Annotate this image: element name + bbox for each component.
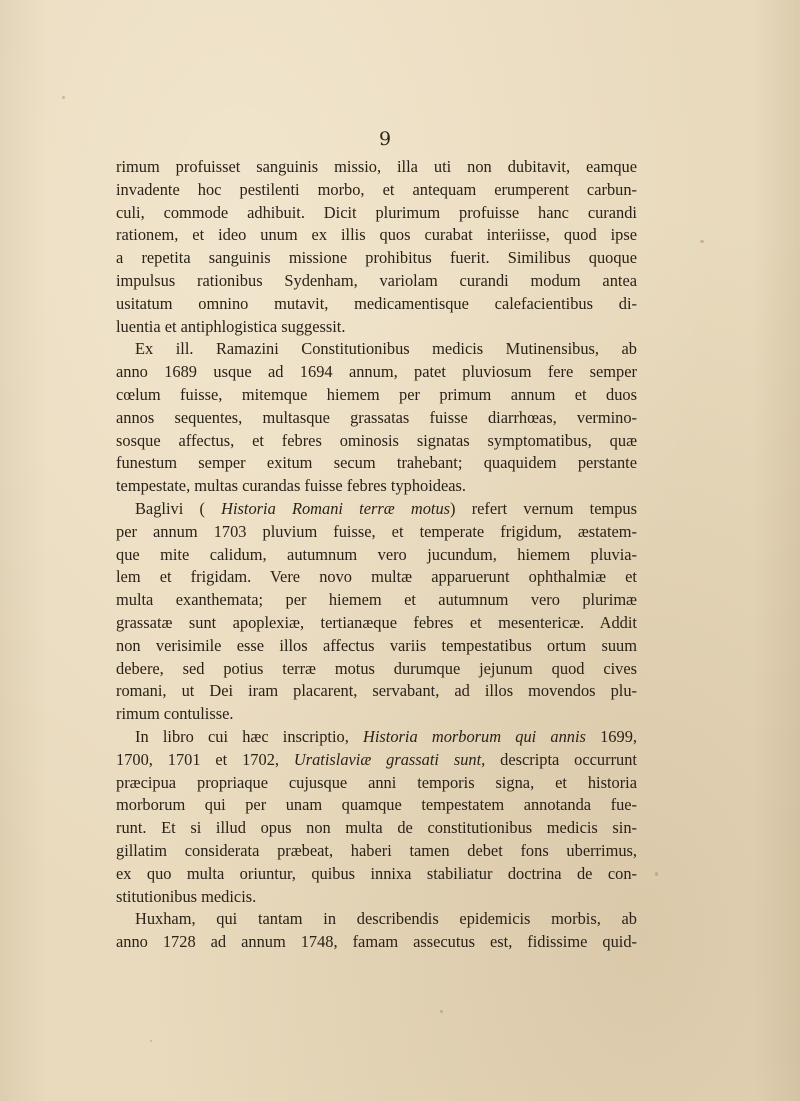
text-segment: non verisimile esse illos affectus variis tempestatibus ortum suum: [116, 635, 637, 655]
text-segment: usitatum omnino mutavit, medicamentisque calefacientibus di-: [116, 293, 637, 313]
text-segment: invadente hoc pestilenti morbo, et antequam erumperent carbun-: [116, 179, 637, 199]
text-line: [116, 612, 637, 635]
text-line: [116, 407, 637, 430]
text-line: [116, 772, 637, 795]
text-line: [116, 635, 637, 658]
text-line: [116, 544, 637, 567]
page-number: 9: [378, 128, 392, 150]
text-segment: culi, commode adhibuit. Dicit plurimum profuisse hanc curandi: [116, 202, 637, 222]
text-segment: multa exanthemata; per hiemem et autumnum vero plurimæ: [116, 590, 637, 610]
text-line: [116, 817, 637, 840]
text-segment: tempestate, multas curandas fuisse febres typhoideas.: [116, 476, 467, 496]
text-segment: Huxham, qui tantam in describendis epidemicis morbis, ab: [135, 909, 637, 929]
foxing-spot: [655, 872, 658, 876]
text-segment: sosque affectus, et febres ominosis signatas symptomatibus, quæ: [116, 430, 637, 450]
text-line: [116, 498, 637, 521]
text-segment: luentia et antiphlogistica suggessit.: [116, 316, 346, 336]
text-line: [116, 384, 637, 407]
text-segment: rationem, et ideo unum ex illis quos curabat interiisse, quod ipse: [116, 225, 637, 245]
text-line: [116, 886, 637, 909]
text-segment: descripta occurrunt: [485, 749, 637, 769]
italic-text: Historia Romani terræ motus: [221, 498, 451, 518]
text-segment: Baglivi (: [135, 498, 222, 518]
text-line: [116, 224, 637, 247]
text-segment: impulsus rationibus Sydenham, variolam curandi modum antea: [116, 270, 637, 290]
text-line: [116, 361, 637, 384]
text-line: [116, 749, 637, 772]
text-segment: stitutionibus medicis.: [116, 886, 257, 906]
text-line: [116, 179, 637, 202]
text-segment: cœlum fuisse, mitemque hiemem per primum annum et duos: [116, 384, 637, 404]
text-line: [116, 293, 637, 316]
text-line: [116, 247, 637, 270]
text-segment: runt. Et si illud opus non multa de constitutionibus medicis sin-: [116, 818, 637, 838]
text-segment: gillatim considerata præbeat, haberi tamen debet fons uberrimus,: [116, 840, 637, 860]
text-line: [116, 658, 637, 681]
text-segment: annos sequentes, multasque grassatas fuisse diarrhœas, vermino-: [116, 407, 637, 427]
text-segment: Ex ill. Ramazini Constitutionibus medicis Mutinensibus, ab: [135, 339, 637, 359]
text-segment: ex quo multa oriuntur, quibus innixa stabiliatur doctrina de con-: [116, 863, 637, 883]
text-segment: ) refert vernum tempus: [450, 498, 637, 518]
text-line: [116, 840, 637, 863]
text-segment: anno 1689 usque ad 1694 annum, patet pluviosum fere semper: [116, 362, 637, 382]
text-segment: rimum profuisset sanguinis missio, illa uti non dubitavit, eamque: [116, 157, 637, 176]
text-line: [116, 726, 637, 749]
text-segment: rimum contulisse.: [116, 704, 234, 724]
text-segment: lem et frigidam. Vere novo multæ apparuerunt ophthalmiæ et: [116, 567, 637, 587]
text-line: [116, 202, 637, 225]
text-line: [116, 566, 637, 589]
text-line: [116, 589, 637, 612]
italic-text: Historia morborum qui annis: [363, 726, 586, 746]
foxing-spot: [150, 1040, 152, 1042]
text-line: [116, 156, 637, 179]
text-line: [116, 270, 637, 293]
text-line: [116, 703, 637, 726]
foxing-spot: [700, 240, 704, 243]
text-segment: morborum qui per unam quamque tempestatem annotanda fue-: [116, 795, 637, 815]
text-line: [116, 430, 637, 453]
text-line: [116, 931, 637, 954]
italic-text: Uratislaviæ grassati sunt,: [293, 749, 486, 769]
text-line: [116, 521, 637, 544]
text-segment: 1700, 1701 et 1702,: [116, 749, 294, 769]
text-line: [116, 338, 637, 361]
text-line: [116, 794, 637, 817]
text-segment: funestum semper exitum secum trahebant; quaquidem perstante: [116, 453, 637, 473]
text-segment: præcipua propriaque cujusque anni temporis signa, et historia: [116, 772, 637, 792]
text-segment: anno 1728 ad annum 1748, famam assecutus est, fidissime quid-: [116, 932, 637, 952]
text-segment: 1699,: [585, 726, 637, 746]
text-line: [116, 475, 637, 498]
text-line: [116, 908, 637, 931]
text-segment: a repetita sanguinis missione prohibitus fuerit. Similibus quoque: [116, 248, 637, 268]
text-line: [116, 863, 637, 886]
text-segment: que mite calidum, autumnum vero jucundum, hiemem pluvia-: [116, 544, 637, 564]
text-segment: In libro cui hæc inscriptio,: [135, 726, 364, 746]
foxing-spot: [62, 96, 65, 99]
body-text: [116, 156, 637, 954]
text-line: [116, 680, 637, 703]
text-segment: romani, ut Dei iram placarent, servabant, ad illos movendos plu-: [116, 681, 637, 701]
text-line: [116, 316, 637, 339]
text-segment: debere, sed potius terræ motus durumque jejunum quod cives: [116, 658, 637, 678]
text-line: [116, 452, 637, 475]
text-segment: per annum 1703 pluvium fuisse, et temperate frigidum, æstatem-: [116, 521, 637, 541]
foxing-spot: [440, 1010, 443, 1013]
text-segment: grassatæ sunt apoplexiæ, tertianæque febres et mesentericæ. Addit: [116, 612, 637, 632]
